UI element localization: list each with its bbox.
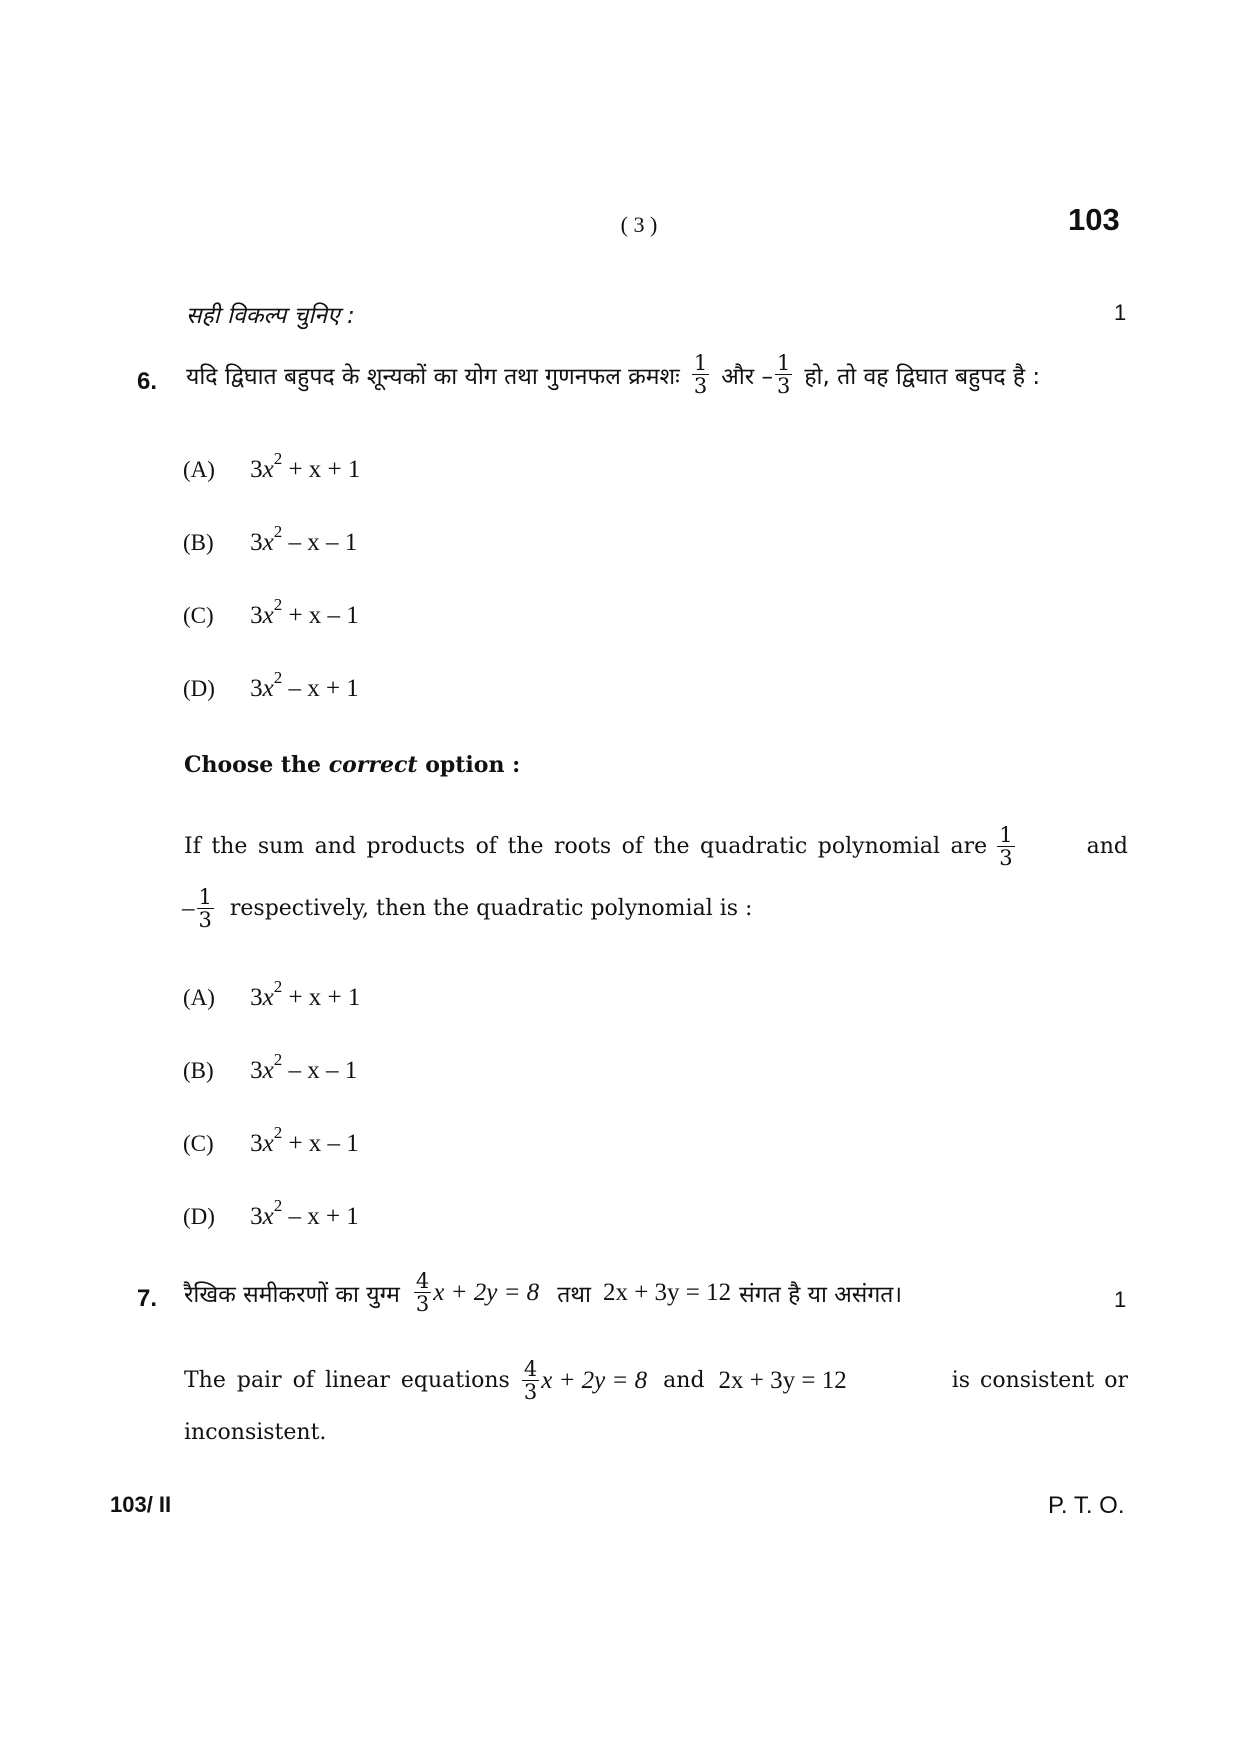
- option-label: (D): [183, 1204, 215, 1229]
- option-label: (C): [183, 1131, 214, 1156]
- q6-english-and: and: [1086, 834, 1128, 860]
- frac-denominator: 3: [198, 908, 212, 933]
- option-expression: $3x^2$ – x – 1: [250, 1049, 358, 1084]
- q7-english-part1: The pair of linear equations: [184, 1368, 510, 1394]
- q6-hindi-option-b: [183, 521, 358, 557]
- minus-sign: –: [182, 894, 195, 922]
- q6-hindi-fraction-2: [775, 352, 792, 397]
- page-number: ( 3 ): [620, 212, 658, 237]
- q7-hindi-part1: रैखिक समीकरणों का युग्म: [184, 1281, 400, 1308]
- q7-english-eq2: 2x + 3y = 12: [718, 1366, 847, 1394]
- q7-english-eq1: x + 2y = 8: [541, 1366, 648, 1394]
- q6-english-text: If the sum and products of the roots of the quadratic polynomial are: [184, 834, 988, 860]
- frac-denominator: 3: [415, 1292, 430, 1317]
- instruction-post: option :: [417, 752, 521, 778]
- option-expression: $3x^2 - x + 1$: [250, 1195, 359, 1230]
- option-label: (C): [183, 603, 214, 628]
- q6-english-fraction-2: [197, 886, 214, 931]
- q6-english-line1: [184, 824, 1128, 869]
- question-6-hindi-text: [186, 352, 1040, 397]
- frac-denominator: 3: [523, 1380, 538, 1405]
- option-expression: $3x^2 + x + 1$: [250, 448, 361, 483]
- option-expression: $3x^2$ – x – 1: [250, 521, 358, 556]
- english-instruction: [184, 752, 520, 778]
- option-expression: $3x^2 + x + 1$: [250, 976, 361, 1011]
- q6-hindi-part2: हो, तो वह द्विघात बहुपद है :: [804, 363, 1041, 390]
- q6-english-option-a: [183, 976, 361, 1012]
- option-label: (D): [183, 676, 215, 701]
- frac-numerator: 1: [198, 885, 212, 909]
- option-label: (B): [183, 1058, 214, 1083]
- question-7-hindi-text: [184, 1270, 902, 1315]
- question-7-number: 7.: [137, 1285, 158, 1312]
- q6-hindi-option-a: [183, 448, 361, 484]
- frac-numerator: 1: [776, 351, 791, 375]
- q7-english-and: and: [663, 1368, 705, 1394]
- q7-hindi-and: तथा: [557, 1281, 591, 1308]
- q6-hindi-fraction-1: [692, 352, 709, 397]
- frac-numerator: 4: [415, 1269, 430, 1293]
- q6-english-line2-text: respectively, then the quadratic polynomial is :: [229, 896, 753, 922]
- footer-pto: P. T. O.: [1048, 1492, 1125, 1519]
- q7-hindi-part2: संगत है या असंगत।: [739, 1281, 903, 1308]
- frac-denominator: 3: [999, 846, 1013, 871]
- option-expression: $3x^2 + x - 1$: [250, 1122, 359, 1157]
- q7-english-part2: is consistent or: [951, 1368, 1128, 1394]
- q6-hindi-option-d: [183, 667, 359, 703]
- option-label: (B): [183, 530, 214, 555]
- q6-english-option-d: [183, 1195, 359, 1231]
- frac-numerator: 1: [999, 823, 1013, 847]
- q7-english-fraction: [522, 1358, 539, 1403]
- footer-paper-code: 103/ II: [110, 1492, 172, 1517]
- q6-hindi-option-c: [183, 594, 359, 630]
- instruction-emphasis: correct: [328, 752, 418, 778]
- option-expression: $3x^2 + x - 1$: [250, 594, 359, 629]
- q6-english-fraction-1: [997, 824, 1014, 869]
- frac-numerator: 1: [693, 351, 708, 375]
- option-label: (A): [183, 457, 215, 482]
- q6-english-line2: [182, 886, 752, 931]
- q7-marks: 1: [1114, 1287, 1127, 1312]
- q7-hindi-fraction: [414, 1270, 431, 1315]
- q7-english-line2: inconsistent.: [184, 1420, 327, 1445]
- q7-hindi-eq1: x + 2y = 8: [433, 1278, 540, 1306]
- q7-hindi-eq2: 2x + 3y = 12: [602, 1278, 732, 1306]
- option-expression: $3x^2 - x + 1$: [250, 667, 359, 702]
- option-label: (A): [183, 985, 215, 1010]
- q6-english-option-b: [183, 1049, 358, 1085]
- instruction-text: सही विकल्प चुनिए :: [186, 303, 355, 329]
- section-instruction-hindi: [186, 298, 355, 330]
- section-marks: 1: [1114, 300, 1127, 325]
- frac-denominator: 3: [693, 374, 708, 399]
- question-6-number: 6.: [137, 368, 158, 395]
- frac-denominator: 3: [776, 374, 791, 399]
- q7-english-line1: [184, 1358, 1128, 1403]
- instruction-pre: Choose the: [184, 752, 329, 778]
- q6-hindi-part1: यदि द्विघात बहुपद के शून्यकों का योग तथा गुणनफल क्रमशः: [186, 363, 680, 390]
- q6-english-option-c: [183, 1122, 359, 1158]
- frac-numerator: 4: [523, 1357, 538, 1381]
- paper-code-header: 103: [1068, 202, 1120, 237]
- q6-hindi-and: और –: [721, 363, 773, 390]
